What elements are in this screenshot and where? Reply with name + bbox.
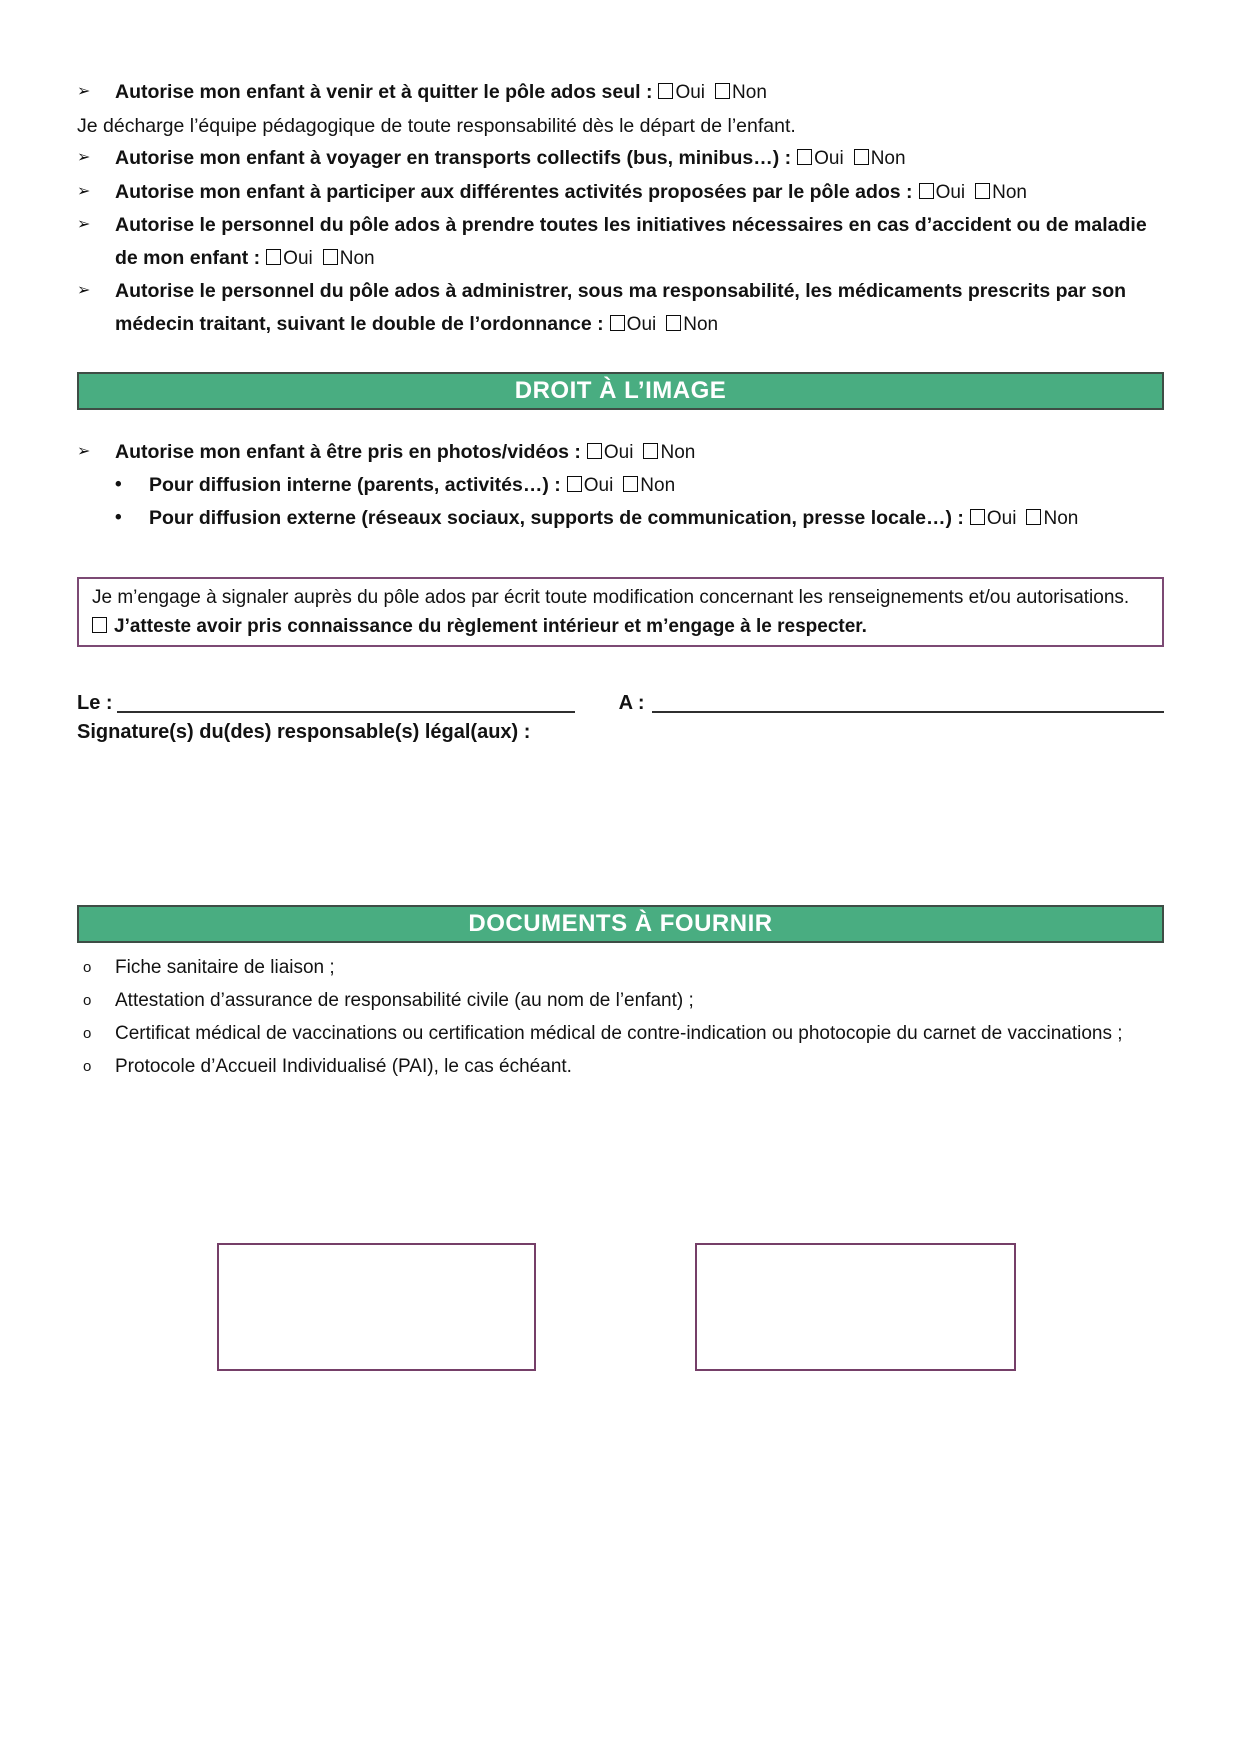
signature-box-left[interactable] xyxy=(217,1243,536,1371)
engagement-text: Je m’engage à signaler auprès du pôle ados par écrit toute modification concernant les renseignements et/ou autorisations. xyxy=(92,587,1130,608)
item-text: Je décharge l’équipe pédagogique de toute responsabilité dès le départ de l’enfant. xyxy=(77,114,796,137)
checkbox-label-oui: Oui xyxy=(675,82,706,103)
checkbox-label-oui: Oui xyxy=(583,475,614,496)
signature-frames xyxy=(0,1243,1241,1371)
checkbox-non[interactable] xyxy=(666,315,681,331)
droit-image-banner: DROIT À L’IMAGE xyxy=(77,372,1164,410)
image-right-item xyxy=(77,469,1164,502)
checkbox-pair-non xyxy=(643,441,695,463)
checkbox-pair-oui xyxy=(658,81,705,103)
arrow-bullet-icon: ➢ xyxy=(77,216,91,233)
item-text: Pour diffusion externe (réseaux sociaux, supports de communication, presse locale…) : Oui Non xyxy=(149,507,1079,529)
note-line xyxy=(77,110,1164,143)
item-text: Protocole d’Accueil Individualisé (PAI), le cas échéant. xyxy=(115,1056,572,1077)
checkbox-pair-non xyxy=(623,474,675,496)
checkbox-non[interactable] xyxy=(643,443,658,459)
checkbox-label-oui: Oui xyxy=(626,313,657,335)
oui-non-checkboxes xyxy=(919,181,1027,203)
checkbox-label-oui: Oui xyxy=(603,442,634,463)
checkbox-label-non: Non xyxy=(640,475,676,496)
document-item xyxy=(77,984,1164,1017)
checkbox-oui[interactable] xyxy=(587,443,602,459)
image-rights-section xyxy=(0,436,1241,535)
signature-label: Signature(s) du(des) responsable(s) légal(aux) : xyxy=(77,721,531,743)
oui-non-checkboxes xyxy=(567,474,675,496)
place-input-line[interactable] xyxy=(652,711,1164,713)
authorization-item xyxy=(77,176,1164,210)
checkbox-oui[interactable] xyxy=(919,183,934,199)
oui-non-checkboxes xyxy=(658,81,766,103)
signature-box-right[interactable] xyxy=(695,1243,1016,1371)
checkbox-label-oui: Oui xyxy=(986,508,1017,529)
checkbox-pair-non xyxy=(666,313,718,335)
circle-bullet-icon: o xyxy=(83,1058,92,1075)
arrow-bullet-icon: ➢ xyxy=(77,443,91,460)
checkbox-oui[interactable] xyxy=(970,509,985,525)
dot-bullet-icon: • xyxy=(115,507,122,528)
item-text: Autorise mon enfant à venir et à quitter le pôle ados seul : Oui Non xyxy=(115,81,767,103)
item-text: Autorise mon enfant à participer aux différentes activités proposées par le pôle ados : Oui Non xyxy=(115,180,1027,203)
checkbox-pair-oui xyxy=(797,147,844,169)
checkbox-label-non: Non xyxy=(1043,508,1079,529)
checkbox-non[interactable] xyxy=(975,183,990,199)
circle-bullet-icon: o xyxy=(83,992,92,1009)
checkbox-oui[interactable] xyxy=(610,315,625,331)
reglement-text: J’atteste avoir pris connaissance du règlement intérieur et m’engage à le respecter. xyxy=(114,616,867,637)
checkbox-label-oui: Oui xyxy=(935,181,966,203)
documents-list xyxy=(0,951,1241,1083)
checkbox-pair-oui xyxy=(610,313,657,335)
reglement-checkbox[interactable] xyxy=(92,617,107,633)
item-text: Fiche sanitaire de liaison ; xyxy=(115,957,335,978)
checkbox-label-non: Non xyxy=(683,313,719,335)
document-item xyxy=(77,951,1164,984)
oui-non-checkboxes xyxy=(797,147,905,169)
checkbox-non[interactable] xyxy=(715,83,730,99)
oui-non-checkboxes xyxy=(610,313,718,335)
arrow-bullet-icon: ➢ xyxy=(77,182,91,200)
checkbox-non[interactable] xyxy=(1026,509,1041,525)
authorization-item xyxy=(77,142,1164,176)
checkbox-pair-non xyxy=(1026,507,1078,529)
authorization-item xyxy=(77,209,1164,275)
place-label: A : xyxy=(618,692,645,714)
circle-bullet-icon: o xyxy=(83,959,92,976)
engagement-box xyxy=(77,577,1164,647)
item-text: Autorise le personnel du pôle ados à administrer, sous ma responsabilité, les médicaments prescrits par son médecin traitant, suivant le double de l’ordonnance : Oui Non xyxy=(115,280,1127,335)
checkbox-pair-oui xyxy=(919,181,966,203)
document-item xyxy=(77,1017,1164,1050)
date-input-line[interactable] xyxy=(117,711,575,713)
checkbox-non[interactable] xyxy=(854,149,869,165)
checkbox-pair-oui xyxy=(970,507,1017,529)
checkbox-label-non: Non xyxy=(732,82,767,103)
checkbox-pair-non xyxy=(854,147,906,169)
image-right-item xyxy=(77,436,1164,469)
checkbox-label-oui: Oui xyxy=(814,148,844,169)
item-text: Attestation d’assurance de responsabilité civile (au nom de l’enfant) ; xyxy=(115,990,694,1011)
oui-non-checkboxes xyxy=(587,441,695,463)
checkbox-label-non: Non xyxy=(660,442,696,463)
item-text: Certificat médical de vaccinations ou certification médical de contre-indication ou photocopie du carnet de vaccinations ; xyxy=(115,1023,1123,1044)
item-text: Pour diffusion interne (parents, activités…) : Oui Non xyxy=(149,474,676,496)
authorization-item xyxy=(77,275,1164,341)
arrow-bullet-icon: ➢ xyxy=(77,282,91,299)
oui-non-checkboxes xyxy=(266,247,374,269)
authorizations-section xyxy=(0,0,1241,341)
item-text: Autorise mon enfant à être pris en photos/vidéos : Oui Non xyxy=(115,441,696,463)
checkbox-pair-oui xyxy=(266,247,313,269)
checkbox-non[interactable] xyxy=(623,476,638,492)
checkbox-label-oui: Oui xyxy=(283,247,313,269)
checkbox-oui[interactable] xyxy=(658,83,673,99)
circle-bullet-icon: o xyxy=(83,1025,92,1042)
checkbox-oui[interactable] xyxy=(797,149,812,165)
reglement-line xyxy=(92,612,1149,641)
documents-banner: DOCUMENTS À FOURNIR xyxy=(77,905,1164,943)
checkbox-pair-non xyxy=(975,181,1027,203)
authorization-item xyxy=(77,76,1164,110)
checkbox-pair-non xyxy=(323,247,375,269)
image-right-item xyxy=(77,502,1164,535)
checkbox-oui[interactable] xyxy=(266,249,281,265)
checkbox-label-non: Non xyxy=(992,181,1027,203)
checkbox-pair-oui xyxy=(567,474,614,496)
checkbox-label-non: Non xyxy=(339,247,375,269)
date-label: Le : xyxy=(77,692,113,714)
checkbox-pair-oui xyxy=(587,441,634,463)
checkbox-non[interactable] xyxy=(323,249,338,265)
document-item xyxy=(77,1050,1164,1083)
dot-bullet-icon: • xyxy=(115,474,122,495)
arrow-bullet-icon: ➢ xyxy=(77,83,91,100)
item-text: Autorise mon enfant à voyager en transports collectifs (bus, minibus…) : Oui Non xyxy=(115,147,906,169)
oui-non-checkboxes xyxy=(970,507,1078,529)
checkbox-oui[interactable] xyxy=(567,476,582,492)
checkbox-label-non: Non xyxy=(870,148,906,169)
date-place-row xyxy=(77,687,1164,715)
item-text: Autorise le personnel du pôle ados à prendre toutes les initiatives nécessaires en cas d’accident ou de maladie de mon enfant : Oui Non xyxy=(115,214,1147,269)
checkbox-pair-non xyxy=(715,81,767,103)
arrow-bullet-icon: ➢ xyxy=(77,149,91,166)
